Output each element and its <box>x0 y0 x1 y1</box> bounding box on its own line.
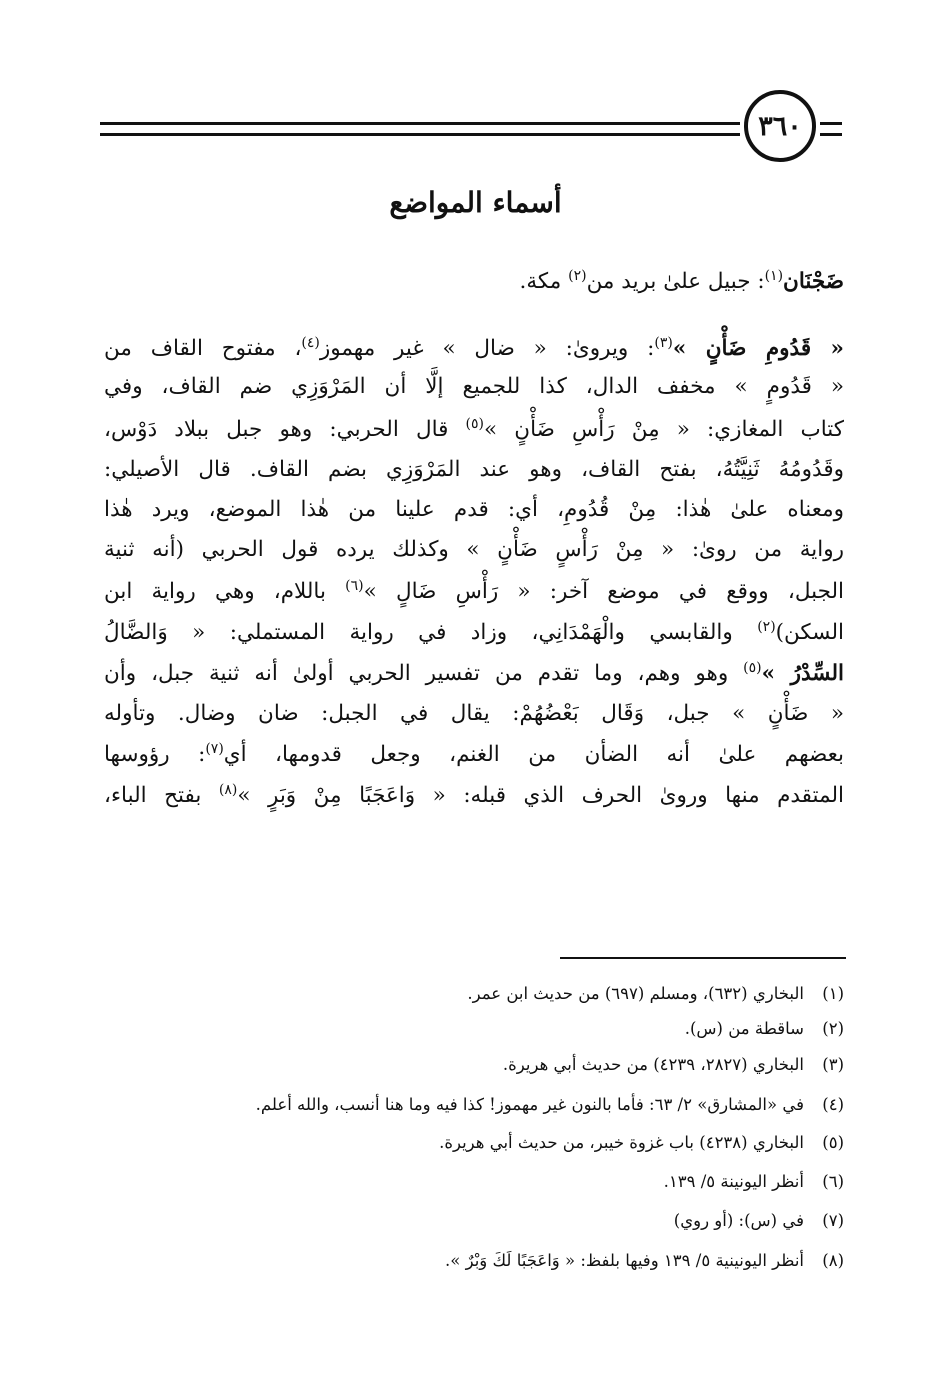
text-run: الجبل، ووقع في موضع آخر: « رَأْسِ ضَالٍ » <box>363 579 844 604</box>
header-rule-bottom-left <box>100 133 740 136</box>
text-line <box>104 263 844 301</box>
text-line <box>104 330 844 368</box>
page-title: أسماء المواضع <box>389 186 562 219</box>
text-run: رواية من روىٰ: « مِنْ رَأْسٍ ضَأْنٍ » وكذلك يرده قول الحربي (أنه ثنية <box>104 537 844 562</box>
text-line <box>104 777 844 815</box>
footnote-text: أنظر اليونينة ٥/ ١٣٩. <box>663 1172 804 1191</box>
text-line <box>104 655 844 693</box>
text-run: : ويروىٰ: « ضال » غير مهموز <box>319 336 655 361</box>
entry-term: « قَدُومِ ضَأْنٍ » <box>672 336 844 361</box>
text-run: باللام، وهي رواية ابن <box>104 579 346 604</box>
text-line <box>104 573 844 611</box>
text-line <box>104 491 844 529</box>
text-run: بعضهم علىٰ أنه الضأن من الغنم، وجعل قدومها، أي <box>223 742 844 767</box>
footnote <box>104 1128 844 1158</box>
text-run: ، مفتوح القاف من <box>104 336 302 361</box>
text-run: « قَدُومٍ » مخفف الدال، كذا للجميع إلَّا أن المَرْوَزِي ضم القاف، وفي <box>104 374 844 399</box>
footnote-ref: (٢) <box>757 618 776 635</box>
footnote-ref: (٥) <box>465 415 484 432</box>
text-line <box>104 368 844 406</box>
text-line <box>104 411 844 449</box>
text-line <box>104 451 844 489</box>
text-run: ومعناه علىٰ هٰذا: مِنْ قُدُومِ، أي: قدم علينا من هٰذا الموضع، ويرد هٰذا <box>104 497 844 522</box>
text-run: مكة. <box>519 269 569 294</box>
text-run: السِّدْرُ » <box>761 661 844 686</box>
footnote-text: في (س): (أو روي) <box>673 1211 804 1230</box>
text-line <box>104 736 844 774</box>
footnote-number: (٣) <box>822 1055 844 1074</box>
text-run: قال الحربي: وهو جبل ببلاد دَوْس، <box>104 417 466 442</box>
header-rule-top-left <box>100 122 740 125</box>
footnote-text: في «المشارق» ٢/ ٦٣: فأما بالنون غير مهموز! كذا فيه وما هنا أنسب، والله أعلم. <box>255 1095 804 1114</box>
footnote-number: (٨) <box>822 1251 844 1270</box>
footnote-ref: (٨) <box>218 781 238 798</box>
footnote <box>104 1206 844 1236</box>
footnote <box>104 1050 844 1080</box>
footnote-ref: (١) <box>764 267 784 284</box>
page-number: ٣٦٠ <box>758 110 802 142</box>
text-run: المتقدم منها وروىٰ الحرف الذي قبله: « وَاعَجَبًا مِنْ وَبَرٍ » <box>237 783 844 808</box>
text-run: : رؤوسها <box>104 742 206 767</box>
footnote-text: أنظر اليونينية ٥/ ١٣٩ وفيها بلفظ: « وَاعَجَبًا لَكَ وَبْرٌ ». <box>445 1251 804 1270</box>
footnote-number: (١) <box>822 984 844 1003</box>
footnote <box>104 1014 844 1044</box>
footnote-number: (٦) <box>822 1172 844 1191</box>
text-line <box>104 695 844 733</box>
header-rule-bottom-right <box>820 133 842 136</box>
footnote-ref: (٣) <box>654 334 673 351</box>
footnote-text: ساقطة من (س). <box>684 1019 804 1038</box>
footnote <box>104 1090 844 1120</box>
text-run: السكن) <box>775 620 844 645</box>
footnote-ref: (٥) <box>743 659 762 676</box>
text-line <box>104 531 844 569</box>
footnote-number: (٧) <box>822 1211 844 1230</box>
footnote <box>104 1246 844 1276</box>
footnote-ref: (٤) <box>301 334 320 351</box>
text-run: والقابسي والْهَمْدَانِي، وزاد في رواية المستملي: « وَالضَّالُ <box>104 620 758 645</box>
header-rule-top-right <box>820 122 842 125</box>
text-run: « ضَأْنٍ » جبل، وَقَال بَعْضُهُمْ: يقال في الجبل: ضان وضال. وتأوله <box>104 701 844 726</box>
text-run: : جبيل علىٰ بريد من <box>586 269 765 294</box>
footnote-text: البخاري (٢٨٢٧، ٤٢٣٩) من حديث أبي هريرة. <box>502 1055 804 1074</box>
text-run: وقَدُومُهُ ثَنِيَّتُهُ، بفتح القاف، وهو عند المَرْوَزِي بضم القاف. قال الأصيلي: <box>104 457 844 482</box>
footnote-text: البخاري (٦٣٢)، ومسلم (٦٩٧) من حديث ابن عمر. <box>467 984 804 1003</box>
footnote-ref: (٢) <box>568 267 587 284</box>
text-run: بفتح الباء، <box>104 783 219 808</box>
text-line <box>104 614 844 652</box>
footnote-text: البخاري (٤٢٣٨) باب غزوة خيبر، من حديث أبي هريرة. <box>439 1133 804 1152</box>
footnote <box>104 979 844 1009</box>
footnote-separator <box>560 957 846 959</box>
footnote-number: (٥) <box>822 1133 844 1152</box>
text-run: كتاب المغازي: « مِنْ رَأْسِ ضَأْنٍ » <box>484 417 844 442</box>
entry-term: ضَجْنَان <box>783 269 844 294</box>
footnote <box>104 1167 844 1197</box>
footnote-ref: (٧) <box>205 740 224 757</box>
footnote-ref: (٦) <box>345 577 364 594</box>
page-number-badge <box>744 90 816 162</box>
text-run: وهو وهم، وما تقدم من تفسير الحربي أولىٰ أنه ثنية جبل، وأن <box>104 661 744 686</box>
footnote-number: (٢) <box>822 1019 844 1038</box>
footnote-number: (٤) <box>822 1095 844 1114</box>
